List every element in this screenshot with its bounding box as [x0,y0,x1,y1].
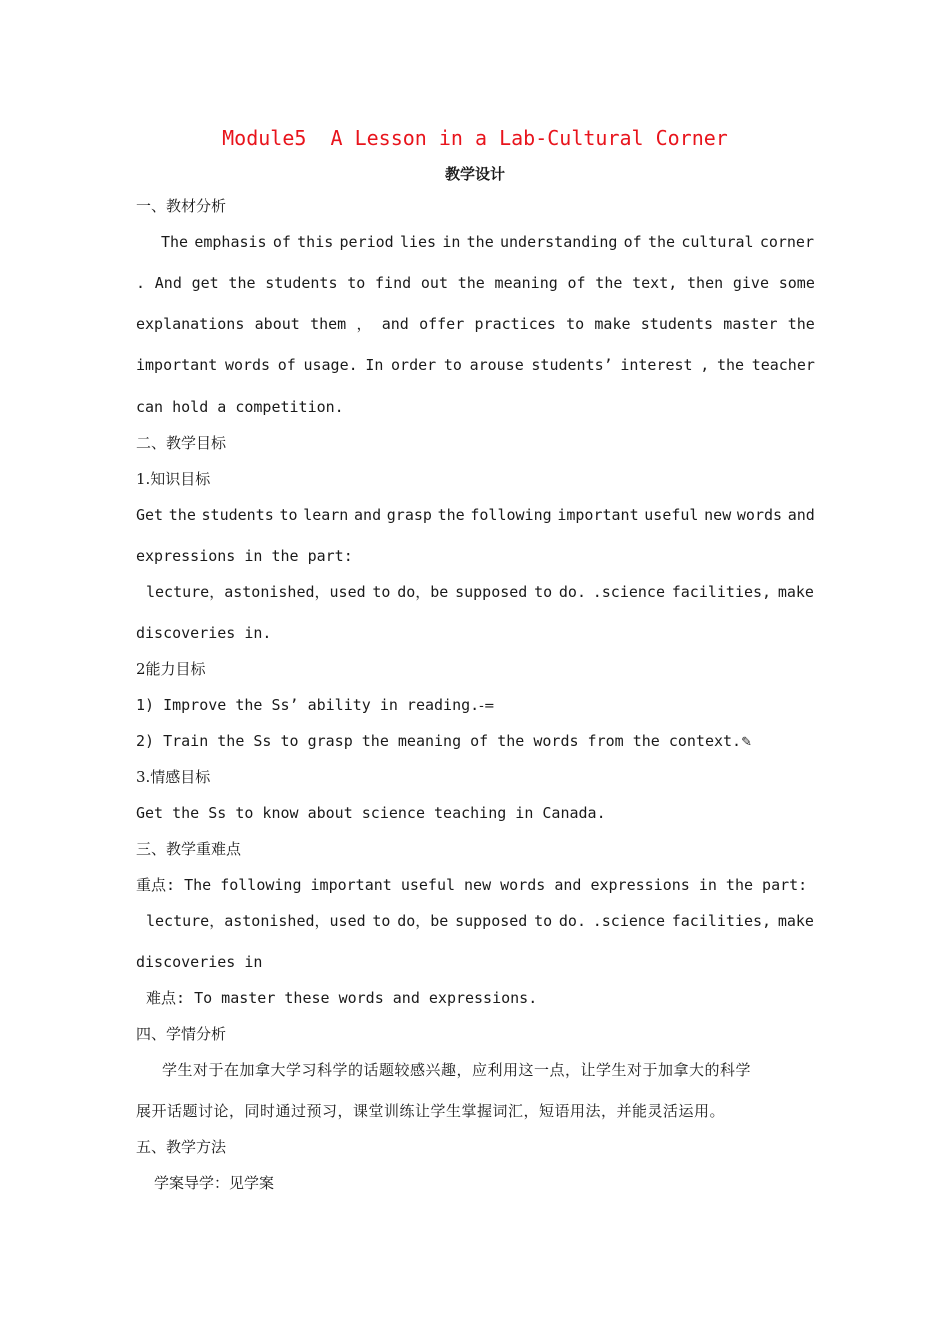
difficulty-line: 难点: To master these words and expressions. [146,989,538,1007]
word: make [777,583,814,601]
vocab-line: discoveries in [136,953,263,971]
paragraph-line [161,232,814,252]
paragraph-line [136,355,815,375]
paragraph-line: 展开话题讨论，同时通过预习，课堂训练让学生掌握词汇，短语用法，并能灵活运用。 [136,1102,726,1120]
word: of [272,233,291,251]
word: corner [759,233,814,251]
paragraph-line: Get the Ss to know about science teaching in Canada. [136,804,606,822]
word: order [391,356,437,374]
word: some [778,274,815,292]
word: teacher [751,356,815,374]
word: supposed [455,912,528,930]
word: the [228,274,256,292]
vocab-line [146,582,814,602]
paragraph-line [136,505,815,525]
word: to [443,356,462,374]
word: to [347,274,366,292]
word: understanding [500,233,618,251]
word: grasp [386,506,432,524]
word: facilities, [671,583,772,601]
word: students [640,315,714,333]
word: give [732,274,769,292]
word: In [365,356,384,374]
word: of [567,274,586,292]
word: make [594,315,631,333]
word: students’ [531,356,613,374]
word: the [716,356,745,374]
word: about [254,315,300,333]
word: supposed [455,583,528,601]
word: and [381,315,409,333]
list-item: 2) Train the Ss to grasp the meaning of the words from the context.✎ [136,732,752,750]
word: following [470,506,552,524]
word: to [534,583,553,601]
word: Get [136,506,164,524]
word: do. [558,583,586,601]
paragraph-line [136,314,815,334]
subheading-knowledge: 1.知识目标 [136,470,211,488]
word: usage. [303,356,358,374]
word: to [279,506,298,524]
word: to [534,912,553,930]
word: words [736,506,783,524]
word: meaning [494,274,558,292]
word: the [168,506,196,524]
vocab-line [146,911,814,931]
word: facilities, [671,912,772,930]
word: lies [399,233,437,251]
paragraph-line: 学生对于在加拿大学习科学的话题较感兴趣，应利用这一点，让学生对于加拿大的科学 [162,1061,752,1079]
dash-mark-icon: -= [479,699,495,714]
key-point-line: 重点: The following important useful new words and expressions in the part: [136,876,808,894]
word: practices [474,315,556,333]
section-heading-analysis: 一、教材分析 [136,197,227,215]
vocab-line: discoveries in. [136,624,272,642]
word: .science [592,583,665,601]
word: explanations [136,315,245,333]
word: cultural [681,233,754,251]
paragraph-line: expressions in the part: [136,547,353,565]
word: do. [558,912,586,930]
section-heading-methods: 五、教学方法 [136,1138,227,1156]
list-item: 1) Improve the Ss’ ability in reading.-= [136,696,495,714]
word: . [136,274,146,292]
word: arouse [469,356,524,374]
section-heading-key-points: 三、教学重难点 [136,840,242,858]
page-subtitle: 教学设计 [444,165,505,183]
word: useful [644,506,699,524]
word: the [595,274,623,292]
word: make [777,912,814,930]
word: this [297,233,334,251]
word: , [700,356,710,374]
subheading-ability: 2能力目标 [136,660,206,678]
word: learn [303,506,349,524]
subheading-emotion: 3.情感目标 [136,768,211,786]
word: the [647,233,676,251]
word: the [457,274,485,292]
word: period [339,233,394,251]
word: master [723,315,778,333]
word: text, [632,274,678,292]
word: And [154,274,182,292]
word: to [372,912,391,930]
word: .science [592,912,665,930]
word: ， [356,315,372,333]
word: in [442,233,461,251]
word: and [787,506,815,524]
paragraph-line [136,273,815,293]
paragraph-line: can hold a competition. [136,398,344,416]
word: the [466,233,494,251]
word: out [420,274,448,292]
word: students [265,274,338,292]
word: emphasis [194,233,267,251]
word: words [224,356,271,374]
word: and [354,506,382,524]
word: do，be [397,583,449,601]
word: lecture，astonished，used [146,583,366,601]
word: important [557,506,639,524]
word: to [372,583,391,601]
word: offer [419,315,465,333]
pencil-mark-icon: ✎ [741,735,752,750]
word: find [375,274,412,292]
word: the [787,315,815,333]
paragraph-line: 学案导学：见学案 [154,1174,275,1192]
word: to [566,315,585,333]
word: students [201,506,274,524]
word: then [687,274,724,292]
word: the [437,506,465,524]
section-heading-learner-analysis: 四、学情分析 [136,1025,227,1043]
page-title: Module5 A Lesson in a Lab-Cultural Corner [222,126,728,150]
section-heading-objectives: 二、教学目标 [136,434,227,452]
word: them [310,315,347,333]
word: interest [620,356,693,374]
word: do，be [397,912,449,930]
word: important [136,356,218,374]
word: The [161,233,189,251]
word: of [277,356,296,374]
word: of [623,233,642,251]
word: new [704,506,732,524]
word: get [191,274,219,292]
word: lecture，astonished，used [146,912,366,930]
